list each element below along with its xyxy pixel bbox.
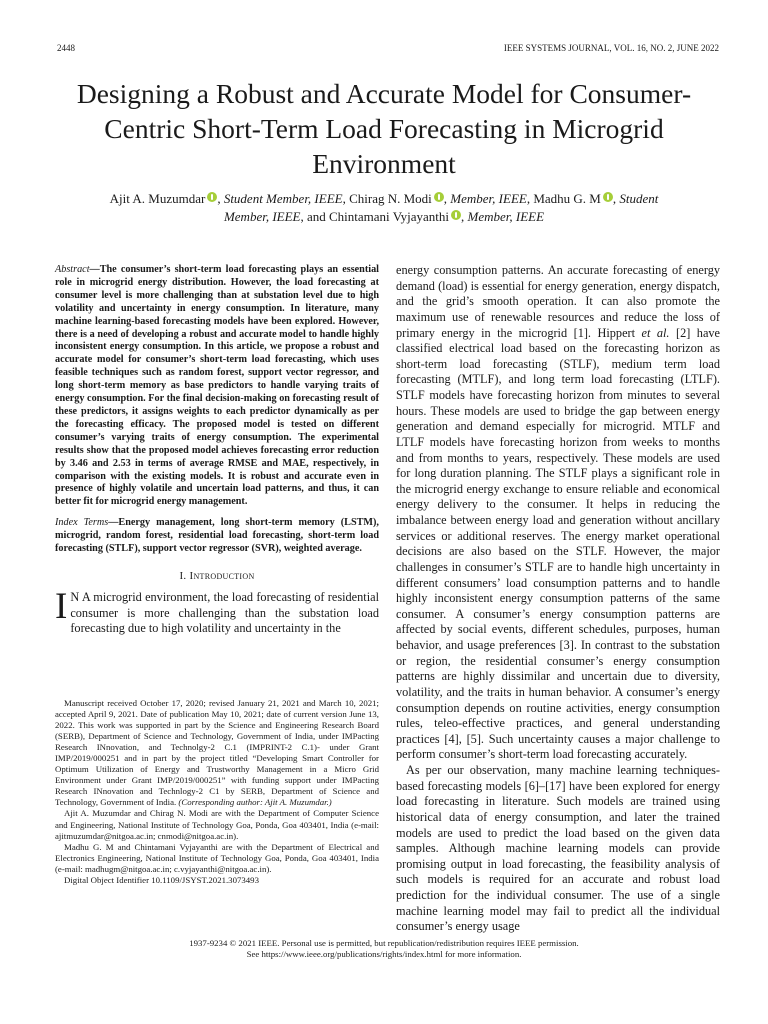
intro-text: N A microgrid environment, the load forecasting of residential consumer is more challenging than the substation load forecasting due to high volatility and uncertainty in the	[70, 589, 379, 636]
separator: ,	[461, 209, 465, 224]
separator: ,	[443, 191, 448, 206]
footnote-text: Manuscript received October 17, 2020; revised January 21, 2021 and March 10, 2021; accepted April 9, 2021. Date of publication May 10, 2021; date of current version June 13, 2022. This work was supported in part by the Science and Engineering Research Board (SERB), Department of Science and Technology, Government of India, under IMPacting Research INnovation, and Technolgy-2 C.1 (IMPRINT-2 C.1)- under Grant IMP/2019/000251 and in part by the project titled “Developing Smart Controller for Optimum Utilization of Energy and Trustworthy Management in a Micro Grid Environment under Grant IMP/2019/000251” with funding support under IMPacting Research INnovation and Technlogy-2 C1 by SERB, Department of Science and Technology, Government of India.	[55, 698, 379, 808]
footnote-manuscript	[55, 698, 379, 808]
index-terms-text: —Energy management, long short-term memory (LSTM), microgrid, random forest, residential load forecasting, short-term load forecasting (STLF), support vector regressor (SVR), weighted average.	[55, 517, 379, 555]
abstract-text: —The consumer’s short-term load forecasting plays an essential role in microgrid energy distribution. However, the load forecasting at consumer level is more challenging than at substation level due to high volatility and uncertainty in energy consumption. In literature, many machine learning-based forecasting models have been explored. However, there is a need of developing a robust and accurate model to handle highly inconsistent energy consumption. In this article, we propose a robust and accurate model for consumer’s short-term load forecasting, which uses feasible techniques such as random forest, support vector regressor, and long short-term memory as base predictors to handle varying traits of energy consumption. For the final decision-making on forecasting result of these predictors, it assigns weights to each predictor dynamically as per the forecasting efficacy. The proposed model is tested on different consumer’s varying traits of energy consumption. The experimental results show that the proposed model achieves forecasting error reduction by 3.46 and 2.53 in terms of average RMSE and MAE, respectively, in comparison with the existing models. It is robust and accurate even in presence of highly volatile and uncertain load patterns, and thus, it can better fit for microgrid energy management.	[55, 264, 379, 508]
index-terms-label: Index Terms	[55, 517, 109, 529]
author-role: Member, IEEE	[450, 191, 527, 206]
paragraph-text: et al.	[641, 325, 670, 340]
author-list	[95, 190, 673, 226]
footnote-doi: Digital Object Identifier 10.1109/JSYST.2021.3073493	[64, 874, 259, 885]
intro-paragraph	[55, 585, 379, 637]
corresponding-author: (Corresponding author: Ajit A. Muzumdar.)	[178, 797, 332, 808]
author-role: Student Member, IEEE	[223, 191, 343, 206]
author-name: Chintamani Vyjayanthi	[329, 209, 450, 224]
separator: ,	[612, 191, 617, 206]
footnote-affiliation: Ajit A. Muzumdar and Chirag N. Modi are with the Department of Computer Science and Engineering, National Institute of Technology Goa, Ponda, Goa 403401, India (e-mail: ajitmuzumdar@nitgoa.ac.in; cnmodi@nitgoa.ac.in).	[55, 808, 379, 841]
paper-title: Designing a Robust and Accurate Model for Consumer-Centric Short-Term Load Forecasting in Microgrid Environment	[76, 78, 692, 179]
drop-cap: I	[55, 585, 68, 627]
orcid-icon[interactable]	[434, 192, 444, 202]
index-terms	[55, 517, 379, 556]
author-name: Madhu G.	[533, 191, 587, 206]
separator: ,	[300, 209, 304, 224]
footnote	[55, 698, 379, 886]
section-heading: I. Introduction	[179, 569, 255, 582]
separator: ,	[342, 191, 346, 206]
abstract-label: Abstract	[55, 264, 90, 275]
abstract	[55, 264, 379, 509]
author-name: Ajit A. Muzumdar	[109, 191, 206, 206]
orcid-icon[interactable]	[207, 192, 217, 202]
conjunction: and	[306, 209, 326, 224]
orcid-icon[interactable]	[603, 192, 613, 202]
copyright-notice	[80, 938, 688, 960]
left-column	[55, 264, 379, 637]
orcid-icon[interactable]	[451, 210, 461, 220]
separator: ,	[217, 191, 221, 206]
page-number: 2448	[57, 43, 75, 53]
copyright-line: See https://www.ieee.org/publications/rights/index.html for more information.	[246, 949, 522, 959]
author-role: Member, IEEE	[467, 209, 545, 224]
footnote-affiliation: Madhu G. M and Chintamani Vyjayanthi are with the Department of Electrical and Electronics Engineering, National Institute of Technology Goa, Ponda, Goa 403401, India (e-mail: madhugm@nitgoa.ac.in; c.vyjayanthi@nitgoa.ac.in).	[55, 841, 379, 874]
author-role: Student Member, IEEE	[223, 191, 659, 224]
author-name: M	[589, 191, 601, 206]
body-paragraph	[396, 263, 720, 763]
paragraph-text: energy consumption patterns. An accurate forecasting of energy demand (load) is essential for energy generation, energy dispatch, and the grid’s smooth operation. It can also promote the maximum use of renewable resources and reduce the loss of primary energy in the microgrid [1]. Hippert	[396, 263, 720, 340]
separator: ,	[526, 191, 531, 206]
paragraph-text: [2] have classified electrical load based on the forecasting horizon as short-term load forecasting (STLF), medium term load forecasting (MTLF), and long term load forecasting (LTLF). STLF models have forecasting horizon from minutes to several hours. These models are used to bridge the gap between energy generation and demand especially for microgrid. MTLF and LTLF models have forecasting horizon from weeks to months and from months to years, respectively. These models are used for long duration planning. The STLF plays a significant role in the microgrid energy exchange to ensure reliable and economical energy delivery to the consumer. It helps in reducing the imbalance between energy load and generation without ancillary services or additional reserves. The energy market operational decisions are also based on the STLF. However, the major challenges in consumer’s STLF are to handle high uncertainty in different consumers’ load consumption patterns and to handle highly inconsistent energy consumption patterns of the same consumer. A consumer’s energy consumption patterns are affected by social events, different schedules, purposes, human behavior, and usage preferences [3]. In contrast to the substation or region, the residential consumer’s energy consumption patterns are highly dissimilar and uncertain due to diversity, volatility, and the traits in human behavior. A consumer’s energy consumption depends on routine activities, energy consumption rules, teleo-effective practices, and general understanding practices [4], [5]. Such uncertainty causes a major challenge to perform consumer’s short-term load forecasting accurately.	[396, 325, 721, 762]
copyright-line: 1937-9234 © 2021 IEEE. Personal use is permitted, but republication/redistribution requires IEEE permission.	[189, 938, 579, 948]
right-column	[396, 263, 720, 935]
author-name: Chirag N. Modi	[349, 191, 432, 206]
journal-header: IEEE SYSTEMS JOURNAL, VOL. 16, NO. 2, JUNE 2022	[503, 43, 719, 53]
body-paragraph: As per our observation, many machine learning techniques-based forecasting models [6]–[17] have been explored for energy load forecasting in literature. Such models are trained using historical data of energy consumption, and later the trained models are used to predict the load based on the given data samples. Although machine learning models can provide promising output in load forecasting, the feasibility analysis of such models is required for an accurate and robust load prediction for the individual consumer. The use of a single machine learning model may fail to predict all the individual consumer’s energy usage	[396, 763, 720, 934]
